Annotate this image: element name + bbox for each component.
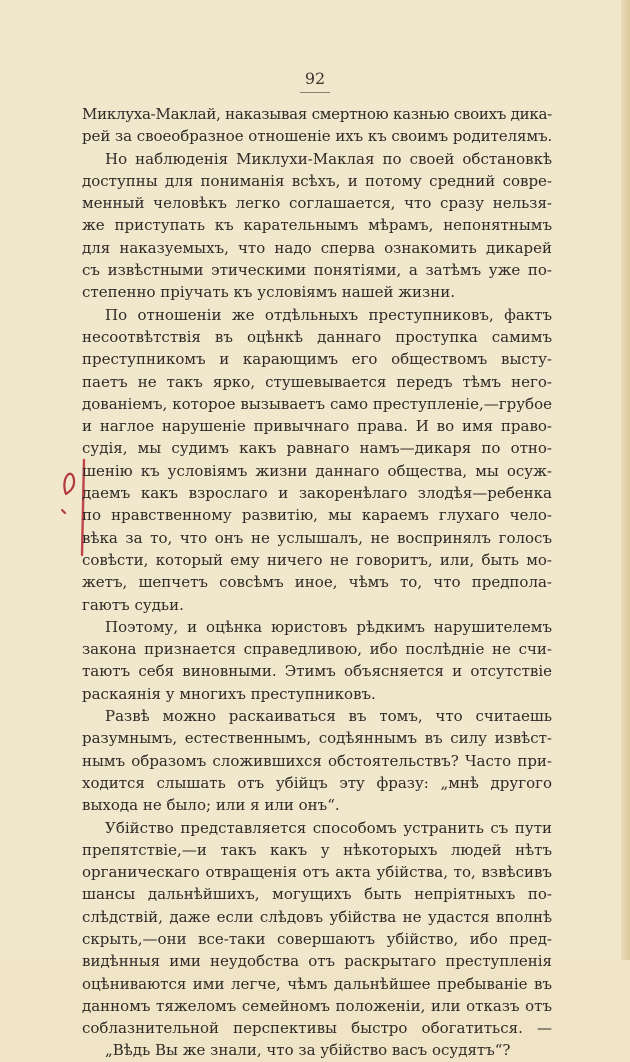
text-line: препятствiе,—и такъ какъ у нѣкоторыхъ людей нѣтъ [82,840,552,859]
text-line: жетъ, шепчетъ совсѣмъ иное, чѣмъ то, что предпола- [82,573,552,592]
text-line: Убiйство представляется способомъ устранить съ пути [105,818,552,837]
text-line: Но наблюденiя Миклухи-Маклая по своей обстановкѣ [105,149,552,168]
text-line: видѣнныя ими неудобства отъ раскрытаго преступленiя [82,952,552,971]
text-line: рей за своеобразное отношенiе ихъ къ своимъ родителямъ. [82,127,553,146]
page-edge-shadow [621,0,630,960]
text-line: дованiемъ, которое вызываетъ само преступленiе,—грубое [82,394,552,413]
text-line: совѣсти, который ему ничего не говоритъ, или, быть мо- [82,550,552,569]
text-line: „Вѣдь Вы же знали, что за убiйство васъ осудятъ“? [105,1041,511,1060]
text-line: степенно прiучать къ условiямъ нашей жизни. [82,283,455,302]
text-line: закона признается справедливою, ибо послѣднiе не счи- [82,640,552,659]
text-line: выхода не было; или я или онъ“. [82,796,340,815]
text-line: Поэтому, и оцѣнка юристовъ рѣдкимъ нарушителемъ [105,617,552,636]
page-number-rule [300,92,330,93]
text-line: вѣка за то, что онъ не услышалъ, не воспринялъ голосъ [82,528,552,547]
text-line: ходится слышать отъ убiйцъ эту фразу: „мнѣ другого [82,773,552,792]
text-line: менный человѣкъ легко соглашается, что сразу нельзя- [82,194,552,213]
text-line: нымъ образомъ сложившихся обстоятельствъ? Часто при- [82,751,552,770]
text-line: паетъ не такъ ярко, стушевывается передъ тѣмъ него- [82,372,552,391]
text-line: разумнымъ, естественнымъ, содѣяннымъ въ силу извѣст- [82,729,552,748]
text-line: Миклуха-Маклай, наказывая смертною казнью своихъ дика- [82,105,552,123]
text-line: судiя, мы судимъ какъ равнаго намъ—дикаря по отно- [82,439,552,458]
text-line: доступны для пониманiя всѣхъ, и потому средний совре- [82,171,552,190]
text-line: оцѣниваются ими легче, чѣмъ дальнѣйшее пребыванiе въ [82,974,552,993]
text-line: таютъ себя виновными. Этимъ объясняется и отсутствiе [82,662,552,681]
text-line: органическаго отвращенiя отъ акта убiйства, то, взвѣсивъ [82,863,552,882]
text-line: шенiю къ условiямъ жизни даннаго общества, мы осуж- [82,461,552,480]
text-line: же приступать къ карательнымъ мѣрамъ, непонятнымъ [82,216,552,235]
text-line: слѣдствiй, даже если слѣдовъ убiйства не удастся вполнѣ [82,907,552,926]
text-line: скрыть,—они все-таки совершаютъ убiйство, ибо пред- [82,929,552,948]
text-line: по нравственному развитiю, мы караемъ глухаго чело- [82,506,552,525]
text-line: съ извѣстными этическими понятiями, а затѣмъ уже по- [82,261,552,280]
page-number: 92 [304,69,326,88]
text-line: гаютъ судьи. [82,595,184,614]
text-line: данномъ тяжеломъ семейномъ положенiи, или отказъ отъ [82,996,552,1015]
text-line: для наказуемыхъ, что надо сперва ознакомить дикарей [82,238,552,257]
text-line: По отношенiи же отдѣльныхъ преступниковъ, фактъ [105,305,552,324]
text-line: соблазнительной перспективы быстро обогатиться. — [82,1019,552,1038]
text-line: несоотвѣтствiя въ оцѣнкѣ даннаго проступка самимъ [82,327,552,346]
text-line: даемъ какъ взрослаго и закоренѣлаго злодѣя—ребенка [82,484,552,503]
body-text [82,103,552,1062]
text-line: и наглое нарушенiе привычнаго права. И во имя право- [82,417,552,436]
text-line: преступникомъ и карающимъ его обществомъ высту- [82,350,552,369]
text-line: Развѣ можно раскаиваться въ томъ, что считаешь [105,707,552,726]
text-line: шансы дальнѣйшихъ, могущихъ быть непрiятныхъ по- [82,885,552,904]
text-line: раскаянiя у многихъ преступниковъ. [82,684,376,703]
